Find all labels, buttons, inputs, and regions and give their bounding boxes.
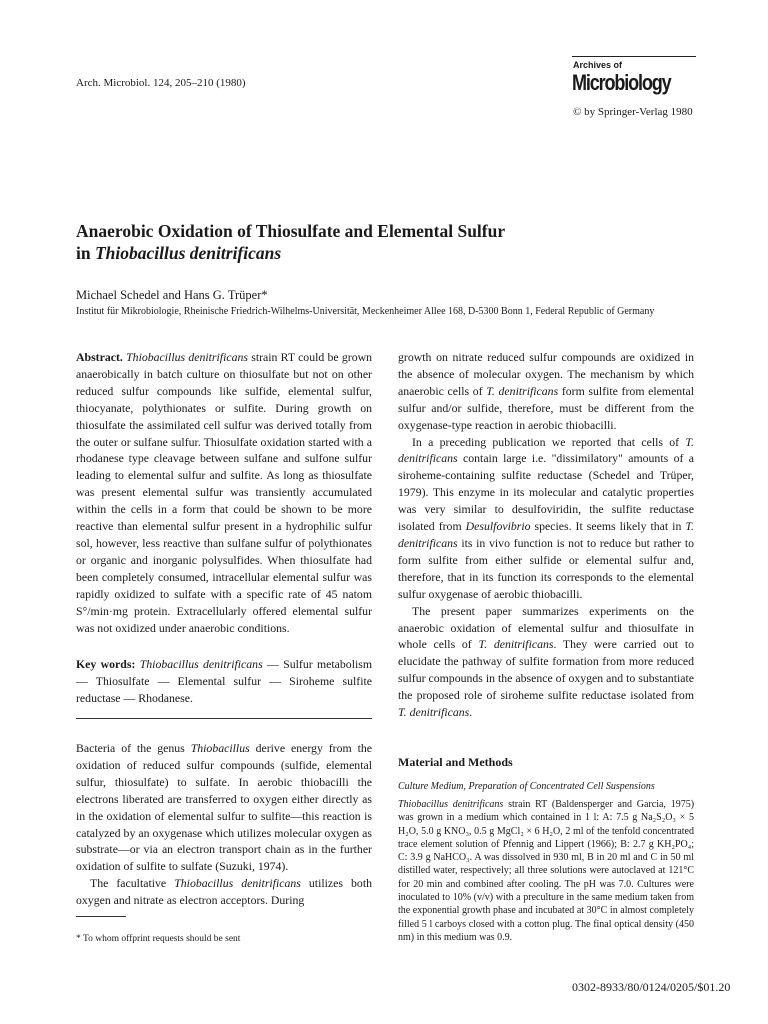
methods-organism: Thiobacillus denitrificans: [398, 799, 504, 810]
body-text: The present paper summarizes experiments on the anaerobic oxidation of elemental sulfur and thiosulfate in whole cells of: [398, 603, 694, 652]
keywords-label: Key words:: [76, 657, 136, 671]
abstract-label: Abstract.: [76, 350, 123, 364]
organism: T. denitrificans: [486, 383, 559, 398]
abstract-organism: Thiobacillus denitrificans: [126, 350, 248, 364]
intro-genus: Thiobacillus: [190, 741, 250, 755]
right-paragraph-2: [398, 434, 694, 603]
body-text: its in vivo function is not to reduce but rather to form sulfite from either sulfide or elemental sulfur and, therefore, that in its function its corresponds to the elemental sulfur oxygenase of aerobic thiobacilli.: [398, 535, 694, 601]
body-text: .: [469, 705, 473, 720]
journal-small-label: Archives of: [573, 60, 623, 70]
citation: Arch. Microbiol. 124, 205–210 (1980): [76, 77, 246, 89]
methods-subheading: Culture Medium, Preparation of Concentrated Cell Suspensions: [398, 781, 655, 792]
title-organism: Thiobacillus denitrificans: [94, 243, 282, 263]
body-text: form sulfite from elemental sulfur and/or sulfide, therefore, must be different from the oxygenase-type reaction in aerobic thiobacilli.: [398, 383, 694, 432]
journal-rule: [572, 56, 696, 57]
body-text: . They were carried out to elucidate the pathway of sulfite formation from more reduced sulfur compounds in the absence of oxygen and to substantiate the proposed role of siroheme sulfite reductase isolated from: [398, 637, 694, 703]
copyright: © by Springer-Verlag 1980: [573, 106, 693, 118]
footnote-divider: [76, 916, 126, 917]
keywords-organism: Thiobacillus denitrificans: [139, 657, 263, 671]
organism: T. denitrificans: [398, 705, 470, 720]
abstract-text: strain RT could be grown anaerobically in batch culture on thiosulfate but not on other reduced sulfur compounds like sulfide, elemental sulfur, thiocyanate, polythionates or sulfite. During growth on thiosulfate the assimilated cell sulfur was derived totally from the outer or sulfane sulfur. Thiosulfate oxidation started with a rhodanese type cleavage between sulfane and sulfone sulfur leading to elemental sulfur and sulfite. As long as thiosulfate was present elemental sulfur was transiently accumulated within the cells in a form that could be shown to be more reactive than elemental sulfur present in a hydrophilic sulfur sol, however, less reactive than sulfane sulfur of polythionates or organic and inorganic polysulfides. When thiosulfate had been completely consumed, intracellular elemental sulfur was rapidly oxidized to sulfate with a specific rate of 45 natom S°/min·mg protein. Extracellularly offered elemental sulfur was not oxidized under anaerobic conditions.: [76, 350, 373, 635]
methods-body: strain RT (Baldensperger and Garcia, 1975) was grown in a medium which contained in 1 l: A: 7.5 g Na₂S₂O₃ × 5 H₂O, 5.0 g KNO₃, 0.5 g MgCl₂ × 6 H₂O, 2 ml of the tenfold concentrated trace element solution of Pfennig and Lippert (1966); B: 2.7 g KH₂PO₄; C: 3.9 g NaHCO₃. A was dissolved in 930 ml, B in 20 ml and C in 50 ml distilled water, respectively; all three solutions were autoclaved at 121°C for 20 min and combined after cooling. The pH was 7.0. Cultures were inoculated to 10% (v/v) with a preculture in the same medium taken from the exponential growth phase and incubated at 30°C in almost completely filled 5 l carboys closed with a cotton plug. The final optical density (450 nm) in this medium was 0.9.: [398, 799, 695, 943]
intro-paragraph-1: [76, 740, 372, 875]
intro-text: Bacteria of the genus: [76, 741, 191, 755]
abstract: [76, 349, 372, 636]
intro-text: derive energy from the oxidation of reduced sulfur compounds (sulfide, elemental sulfur, thiosulfate) to sulfate. In aerobic thiobacilli the electrons liberated are transferred to oxygen either directly as in the oxidation of elemental sulfur to sulfite—this reaction is catalyzed by an oxygenase which utilizes molecular oxygen as substrate—or via an electron transport chain as in the further oxidation of sulfite to sulfate (Suzuki, 1974).: [76, 741, 373, 874]
methods-heading: Material and Methods: [398, 755, 513, 769]
body-text: contain large i.e. "dissimilatory" amounts of a siroheme-containing sulfite reductase (Schedel and Trüper, 1979). This enzyme in its molecular and catalytic properties was very similar to desulfoviridin, the sulfite reductase isolated from: [398, 451, 694, 534]
keywords-text: — Sulfur metabolism — Thiosulfate — Elemental sulfur — Siroheme sulfite reductase — Rhodanese.: [76, 657, 373, 705]
footnote: * To whom offprint requests should be sent: [76, 934, 241, 944]
article-title: [76, 220, 676, 264]
genus: Desulfovibrio: [465, 519, 531, 534]
organism: T. denitrificans: [398, 519, 694, 550]
body-text: species. It seems likely that in: [530, 519, 686, 534]
affiliation: Institut für Mikrobiologie, Rheinische Friedrich-Wilhelms-Universität, Meckenheimer Allee 168, D-5300 Bonn 1, Federal Republic of Germany: [76, 306, 655, 317]
organism: T. denitrificans: [398, 434, 694, 466]
body-text: growth on nitrate reduced sulfur compounds are oxidized in the absence of molecular oxygen. The mechanism by which anaerobic cells of: [398, 350, 694, 398]
title-prefix: in: [76, 243, 95, 263]
title-line-1: Anaerobic Oxidation of Thiosulfate and Elemental Sulfur: [76, 221, 506, 241]
intro-organism: Thiobacillus denitrificans: [174, 876, 301, 891]
authors: Michael Schedel and Hans G. Trüper*: [76, 288, 268, 302]
right-paragraph-1: [398, 349, 694, 434]
right-paragraph-3: [398, 603, 694, 721]
intro-paragraph-2: [76, 875, 372, 909]
keywords: [76, 656, 372, 707]
journal-logo: Microbiology: [572, 70, 671, 95]
introduction: [76, 740, 372, 909]
organism: T. denitrificans: [478, 637, 554, 652]
intro-text: utilizes both oxygen and nitrate as electron acceptors. During: [76, 876, 372, 908]
right-column: [398, 349, 694, 721]
title-line-2: [76, 242, 676, 264]
body-text: In a preceding publication we reported that cells of: [412, 434, 686, 449]
issn: 0302-8933/80/0124/0205/$01.20: [572, 980, 731, 994]
intro-text: The facultative: [90, 876, 175, 891]
keywords-divider: [76, 718, 372, 719]
methods-text: [398, 798, 694, 944]
